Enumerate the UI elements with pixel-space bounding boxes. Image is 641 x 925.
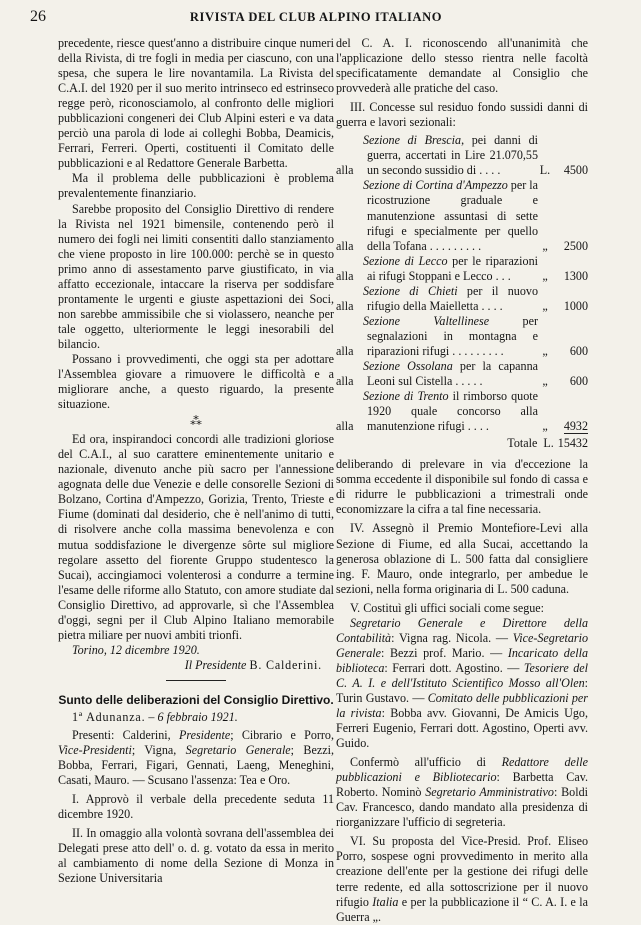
paragraph: deliberando di prelevare in via d'eccezione la somma eccedente il disponibile sul fondo di cassa e di ridurre le pubblicazioni a trimestrali onde economizzare la cifra a tal fine necessaria.	[336, 457, 588, 517]
subsidy-row: alla Sezione di Lecco per le riparazioni ai rifugi Stoppani e Lecco . . . „ 1300	[336, 253, 588, 283]
paragraph: Sarebbe proposito del Consiglio Direttivo di rendere la Rivista nel 1921 bimensile, contenendo però il numero dei fogli nei limiti consentiti dallo stanziamento che viene proposto in lire 100.000: perchè se in questo primo anno di assestamento parve giustificato, in via affatto eccezionale, intaccare la riserva per soddisfare prontamente le urgenti e giuste aspettazioni dei Soci, non sarebbe ammissibile che si violassero, neanche per tale oggetto, ulteriormente le leggi inesorabili del bilancio.	[58, 201, 334, 351]
meeting-number: 1ª Adunanza.	[72, 709, 146, 724]
left-column	[58, 36, 334, 886]
confirmation-paragraph: Confermò all'ufficio di Redattore delle pubblicazioni e Bibliotecario: Barbetta Cav. Roberto. Nominò Segretario Amministrativo: Boldi Cav. Francesco, dando mandato alla presidenza di riorganizzare l'ufficio di segreteria.	[336, 755, 589, 830]
subsidy-row: alla Sezione di Trento il rimborso quote 1920 quale concorso alla manutenzione rifugi . . . . „ 4932	[336, 389, 588, 434]
subsidy-row: alla Sezione di Cortina d'Ampezzo per la ricostruzione graduale e manutenzione assuntasi di sette rifugi e specialmente per quello della Tofana . . . . . . . . . „ 2500	[336, 178, 588, 253]
subsidy-row: alla Sezione Valtellinese per segnalazioni in montagna e riparazioni rifugi . . . . . . . . . „ 600	[336, 313, 588, 358]
deliberation-item: II. In omaggio alla volontà sovrana dell'assemblea dei Delegati prese atto dell' o. d. g. votato da essa in merito al cambiamento di nome della Sezione di Monza in Sezione Universitaria	[58, 826, 334, 886]
signature-date: Torino, 12 dicembre 1920.	[72, 642, 200, 657]
offices-list: Segretario Generale e Direttore della Contabilità: Vigna rag. Nicola. — Vice-Segretario Generale: Bezzi prof. Mario. — Incaricato della biblioteca: Ferrari dott. Agostino. — Tesoriere del C. A. I. e dell'Istituto Scientifico Mosso all'Olen: Turin Gustavo. — Comitato delle pubblicazioni per la rivista: Bobba avv. Giovanni, De Amicis Ugo, Ferreri Eugenio, Ferrari dott. Agostino, Operti avv. Guido.	[336, 615, 588, 751]
attendees: Presenti: Calderini, Presidente; Cibrario e Porro, Vice-Presidenti; Vigna, Segretario Generale; Bezzi, Bobba, Ferrari, Figari, Gennati, Laeng, Meneghini, Casati, Mauro. — Scusano l'assenza: Tea e Oro.	[58, 728, 335, 788]
paragraph: precedente, riesce quest'anno a distribuire cinque numeri della Rivista, di tre fogli in media per ciascuno, con una spesa, che supera le lire novantamila. La Rivista del C.A.I. del 1920 per il suo merito intrinseco ed estrinseco regge però, riconosciamolo, al confronto delle migliori pubblicazioni congeneri dei Club Alpini esteri e va data perciò una parola di lode ai colleghi Bobba, Deamicis, Ferrari, Ferreri. Operti, costituenti il Comitato delle pubblicazioni e al Redattore Generale Barbetta.	[58, 36, 334, 171]
subsidy-total: Totale L. 15432	[507, 436, 588, 451]
right-column	[336, 36, 588, 925]
signature-name: B. Calderini.	[249, 657, 322, 672]
subsidy-list	[336, 133, 588, 434]
deliberation-item: VI. Su proposta del Vice-Presid. Prof. Eliseo Porro, sospese ogni provvedimento in merito alla creazione dell'ente per la gestione dei rifugi delle terre redente, ed alla sottoscrizione per il nuovo rifugio Italia e per la pubblicazione il “ C. A. I. e la Guerra „.	[336, 834, 588, 924]
subsidy-row: alla Sezione Ossolana per la capanna Leoni sul Cistella . . . . . „ 600	[336, 358, 588, 389]
signature-role: Il Presidente	[184, 657, 247, 672]
subsidy-row: alla Sezione di Brescia, pei danni di guerra, accertati in Lire 21.070,55 un secondo sussidio di . . . . L. 4500	[336, 133, 588, 178]
section-heading: Sunto delle deliberazioni del Consiglio Direttivo.	[58, 692, 334, 707]
ornament-asterism: ⁂	[190, 414, 202, 429]
subsidy-row: alla Sezione di Chieti per il nuovo rifugio della Maielletta . . . . „ 1000	[336, 283, 588, 313]
deliberation-item: V. Costituì gli uffici sociali come segue:	[350, 600, 545, 615]
deliberation-item: I. Approvò il verbale della precedente seduta 11 dicembre 1920.	[58, 792, 334, 822]
paragraph: Possano i provvedimenti, che oggi sta per adottare l'Assemblea giovare a rimuovere le difficoltà e a migliorare anche, a questo riguardo, la presente situazione.	[58, 351, 334, 412]
meeting-date: – 6 febbraio 1921.	[148, 709, 238, 724]
deliberation-item: III. Concesse sul residuo fondo sussidi danni di guerra e lavori sezionali:	[336, 100, 588, 130]
meeting-heading	[58, 710, 334, 725]
signature	[58, 658, 334, 673]
running-title: RIVISTA DEL CLUB ALPINO ITALIANO	[189, 10, 443, 24]
paragraph: Ma il problema delle pubblicazioni è problema prevalentemente finanziario.	[58, 171, 334, 201]
paragraph: del C. A. I. riconoscendo all'unanimità che l'applicazione dello stesso rientra nelle facoltà specificatamente demandate al Consiglio che provvederà alle pratiche del caso.	[336, 36, 588, 96]
section-divider	[166, 680, 226, 681]
page-header	[30, 8, 602, 34]
paragraph: Ed ora, inspirandoci concordi alle tradizioni gloriose del C.A.I., al suo carattere eminentemente unitario e nazionale, divenuto anche più sacro per l'annessione agognata delle due Venezie e delle consorelle Sezioni di Bolzano, Cortina d'Ampezzo, Gorizia, Trento, Trieste e Fiume (dominati dal desiderio, che è nell'animo di tutti, di risolvere anche colla massima benevolenza e con mutua soddisfazione le divergenze sôrte sul migliore regolare assetto del fiorente Gruppo studentesco la Sucai), accingiamoci volenterosi a condurre a termine l'esame delle riforme allo Statuto, con amore studiate dal Consiglio Direttivo, ad approvarle, sì che l'Assemblea d'oggi, segni per il Club Alpino Italiano memorabile pietra miliare per nuovi ambiti trionfi.	[58, 432, 334, 642]
deliberation-item: IV. Assegnò il Premio Montefiore-Levi alla Sezione di Fiume, ed alla Sucai, accettando la generosa oblazione di L. 500 fatta dal consigliere ing. F. Mauro, onde integrarlo, per ambedue le sezioni, nella forma originaria di L. 500 caduna.	[336, 521, 588, 596]
page-number: 26	[30, 8, 46, 25]
